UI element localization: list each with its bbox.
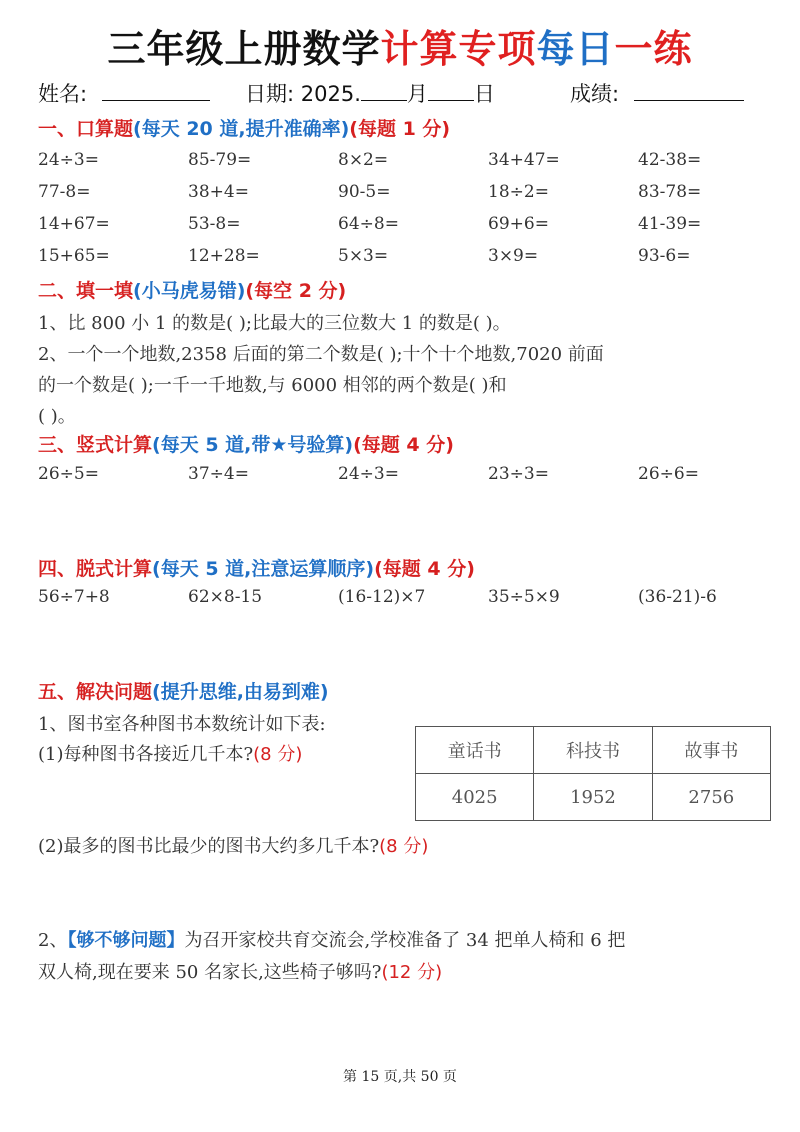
- problem: 35÷5×9: [488, 587, 560, 607]
- day-blank[interactable]: [428, 80, 474, 101]
- title-part-1: 三年级上册数学: [107, 27, 381, 71]
- section-1-heading: [38, 114, 450, 141]
- score-label: 成绩:: [570, 82, 620, 106]
- q1-part-2: [38, 832, 428, 858]
- q2-tag: 【够不够问题】: [67, 930, 185, 951]
- q2-text-2: 双人椅,现在要来 50 名家长,这些椅子够吗?: [38, 962, 382, 983]
- problem: 14+67=: [38, 214, 110, 234]
- section-1-sub: (每天 20 道,提升准确率): [133, 118, 350, 140]
- problem: 18÷2=: [488, 182, 549, 202]
- problem: (16-12)×7: [338, 587, 426, 607]
- problem: 83-78=: [638, 182, 702, 202]
- table-cell: 1952: [534, 774, 652, 821]
- problem: 41-39=: [638, 214, 702, 234]
- section-1-score: (每题 1 分): [349, 118, 451, 140]
- book-stats-table: [415, 726, 771, 821]
- section-3-title: 三、竖式计算: [38, 434, 153, 456]
- score-blank[interactable]: [634, 80, 744, 101]
- section-2-sub: (小马虎易错): [133, 280, 246, 302]
- fill-line-2: 2、一个一个地数,2358 后面的第二个数是( );十个十个地数,7020 前面: [38, 344, 604, 365]
- problem: 38+4=: [188, 182, 249, 202]
- section-5-title: 五、解决问题: [38, 681, 153, 703]
- table-header: 科技书: [534, 727, 652, 774]
- section-4-title: 四、脱式计算: [38, 558, 153, 580]
- problem: 64÷8=: [338, 214, 399, 234]
- problem: 26÷6=: [638, 464, 699, 484]
- problem: 26÷5=: [38, 464, 99, 484]
- name-blank[interactable]: [102, 80, 210, 101]
- table-header: 童话书: [416, 727, 534, 774]
- fill-line-1: 1、比 800 小 1 的数是( );比最大的三位数大 1 的数是( )。: [38, 313, 511, 334]
- worksheet-title: [0, 18, 800, 73]
- q1-part-2-text: (2)最多的图书比最少的图书大约多几千本?: [38, 836, 380, 857]
- month-label: 月: [406, 82, 428, 106]
- q1-part-1-text: (1)每种图书各接近几千本?: [38, 744, 254, 765]
- table-header: 故事书: [652, 727, 770, 774]
- section-4-sub: (每天 5 道,注意运算顺序): [152, 558, 375, 580]
- section-4-heading: [38, 554, 475, 581]
- page-footer: 第 15 页,共 50 页: [343, 1069, 457, 1085]
- problem: 24÷3=: [338, 464, 399, 484]
- score-field: [570, 78, 744, 108]
- q2-line-1: [38, 926, 625, 952]
- title-part-2: 计算专项: [380, 27, 537, 71]
- title-part-4: 一练: [614, 27, 693, 71]
- problem: 56÷7+8: [38, 587, 110, 607]
- problem: 69+6=: [488, 214, 549, 234]
- problem: 53-8=: [188, 214, 241, 234]
- q2-line-2: [38, 958, 442, 984]
- problem: 93-6=: [638, 246, 691, 266]
- section-5-heading: [38, 677, 329, 704]
- problem: 77-8=: [38, 182, 91, 202]
- section-3-sub: (每天 5 道,带★号验算): [152, 434, 354, 456]
- problem: 5×3=: [338, 246, 389, 266]
- name-label: 姓名:: [38, 82, 88, 106]
- section-3-score: (每题 4 分): [353, 434, 454, 456]
- section-3-heading: [38, 430, 454, 457]
- fill-line-4: ( )。: [38, 406, 76, 427]
- date-label: 日期: 2025.: [245, 82, 361, 106]
- problem: 23÷3=: [488, 464, 549, 484]
- day-label: 日: [473, 82, 495, 106]
- section-2-title: 二、填一填: [38, 280, 134, 302]
- section-5-sub: (提升思维,由易到难): [152, 681, 329, 703]
- problem: 15+65=: [38, 246, 110, 266]
- section-2-score: (每空 2 分): [245, 280, 347, 302]
- q2-number: 2、: [38, 930, 68, 951]
- problem: 8×2=: [338, 150, 389, 170]
- problem: 62×8-15: [188, 587, 263, 607]
- month-blank[interactable]: [361, 80, 407, 101]
- title-part-3: 每日: [536, 27, 615, 71]
- problem: 3×9=: [488, 246, 539, 266]
- problem: 12+28=: [188, 246, 260, 266]
- table-cell: 4025: [416, 774, 534, 821]
- section-1-title: 一、口算题: [38, 118, 134, 140]
- q1-part-2-score: (8 分): [379, 836, 429, 857]
- problem: 85-79=: [188, 150, 252, 170]
- q1-part-1-score: (8 分): [253, 744, 303, 765]
- section-2-heading: [38, 276, 346, 303]
- date-field: [245, 78, 495, 108]
- q2-text-1: 为召开家校共育交流会,学校准备了 34 把单人椅和 6 把: [184, 930, 626, 951]
- table-cell: 2756: [652, 774, 770, 821]
- q2-score: (12 分): [381, 962, 443, 983]
- fill-line-3: 的一个数是( );一千一千地数,与 6000 相邻的两个数是( )和: [38, 375, 507, 396]
- problem: 34+47=: [488, 150, 560, 170]
- problem: 24÷3=: [38, 150, 99, 170]
- problem: 90-5=: [338, 182, 391, 202]
- section-4-score: (每题 4 分): [374, 558, 475, 580]
- q1-intro: 1、图书室各种图书本数统计如下表:: [38, 714, 326, 735]
- problem: 42-38=: [638, 150, 702, 170]
- problem: (36-21)-6: [638, 587, 717, 607]
- problem: 37÷4=: [188, 464, 249, 484]
- name-field: [38, 78, 210, 108]
- q1-part-1: [38, 740, 302, 766]
